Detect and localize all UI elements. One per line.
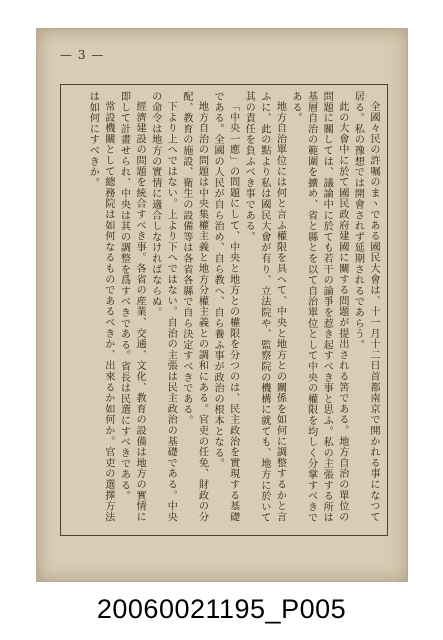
image-caption: 20060021195_P005 — [96, 594, 347, 624]
paragraph: 全國々民の許嘱のまヽである國民大會は、十一月十二日首都南京で開かれる事になつて居る。私の豫想では開會されず延期されるであらう。 — [352, 91, 379, 523]
paragraph: 經濟建設の問題を統合すべき事。各省の産業、交通、文化、教育の設備は地方の實情に即して計畫せられ、中央は其の調整を爲すべきである。省長は民選にすべきである。 — [118, 91, 146, 523]
paragraph: 地方自治の問題は中央集權主義と地方分權主義との調和にある。官吏の任免、財政の分配、教育の施設、衛生の設備等は各省各縣で自ら決定すべきである。 — [180, 91, 208, 523]
paragraph: 此の大會中に於て國民政府建國に關する問題が提出される筈である。地方自治の單位の問題に關しては、議論中に於ても若干の論爭を惹き起すべき事と思ふ。私の主張する所は基層自治の範圍を擴め、省と縣とを以て自治單位として中央の權限を均しく分掌すべきである。 — [290, 91, 348, 523]
vertical-body-text — [67, 91, 381, 529]
paragraph: 下より上へではない。上より下へではない。自治の主張は民主政治の基礎である。中央の命令は地方の實情に適合しなければならぬ。 — [149, 91, 177, 523]
page-number: — 3 — — [60, 48, 105, 62]
paragraph: 常設機關として總務院は如何なるものであるべきか、出來るか如何か。官吏の選擇方法は如何にすべきか。 — [87, 91, 114, 523]
text-frame — [60, 84, 388, 536]
paragraph: 地方自治單位には何と言ふ權限を具へて、中央と地方との關係を如何に調整するかと言ふに、此の點より私は國民大會が有り、立法院や、監察院の機構に就ても、地方に於いて其の責任を負ふべき事である。 — [243, 91, 286, 523]
paragraph: 「中央一應」の問題にして、中央と地方との權限を分つのは、民主政治を實現する基礎である。全國の人民が自ら治め、自ら教へ、自ら養ふ事が政治の根本となる。 — [212, 91, 239, 523]
